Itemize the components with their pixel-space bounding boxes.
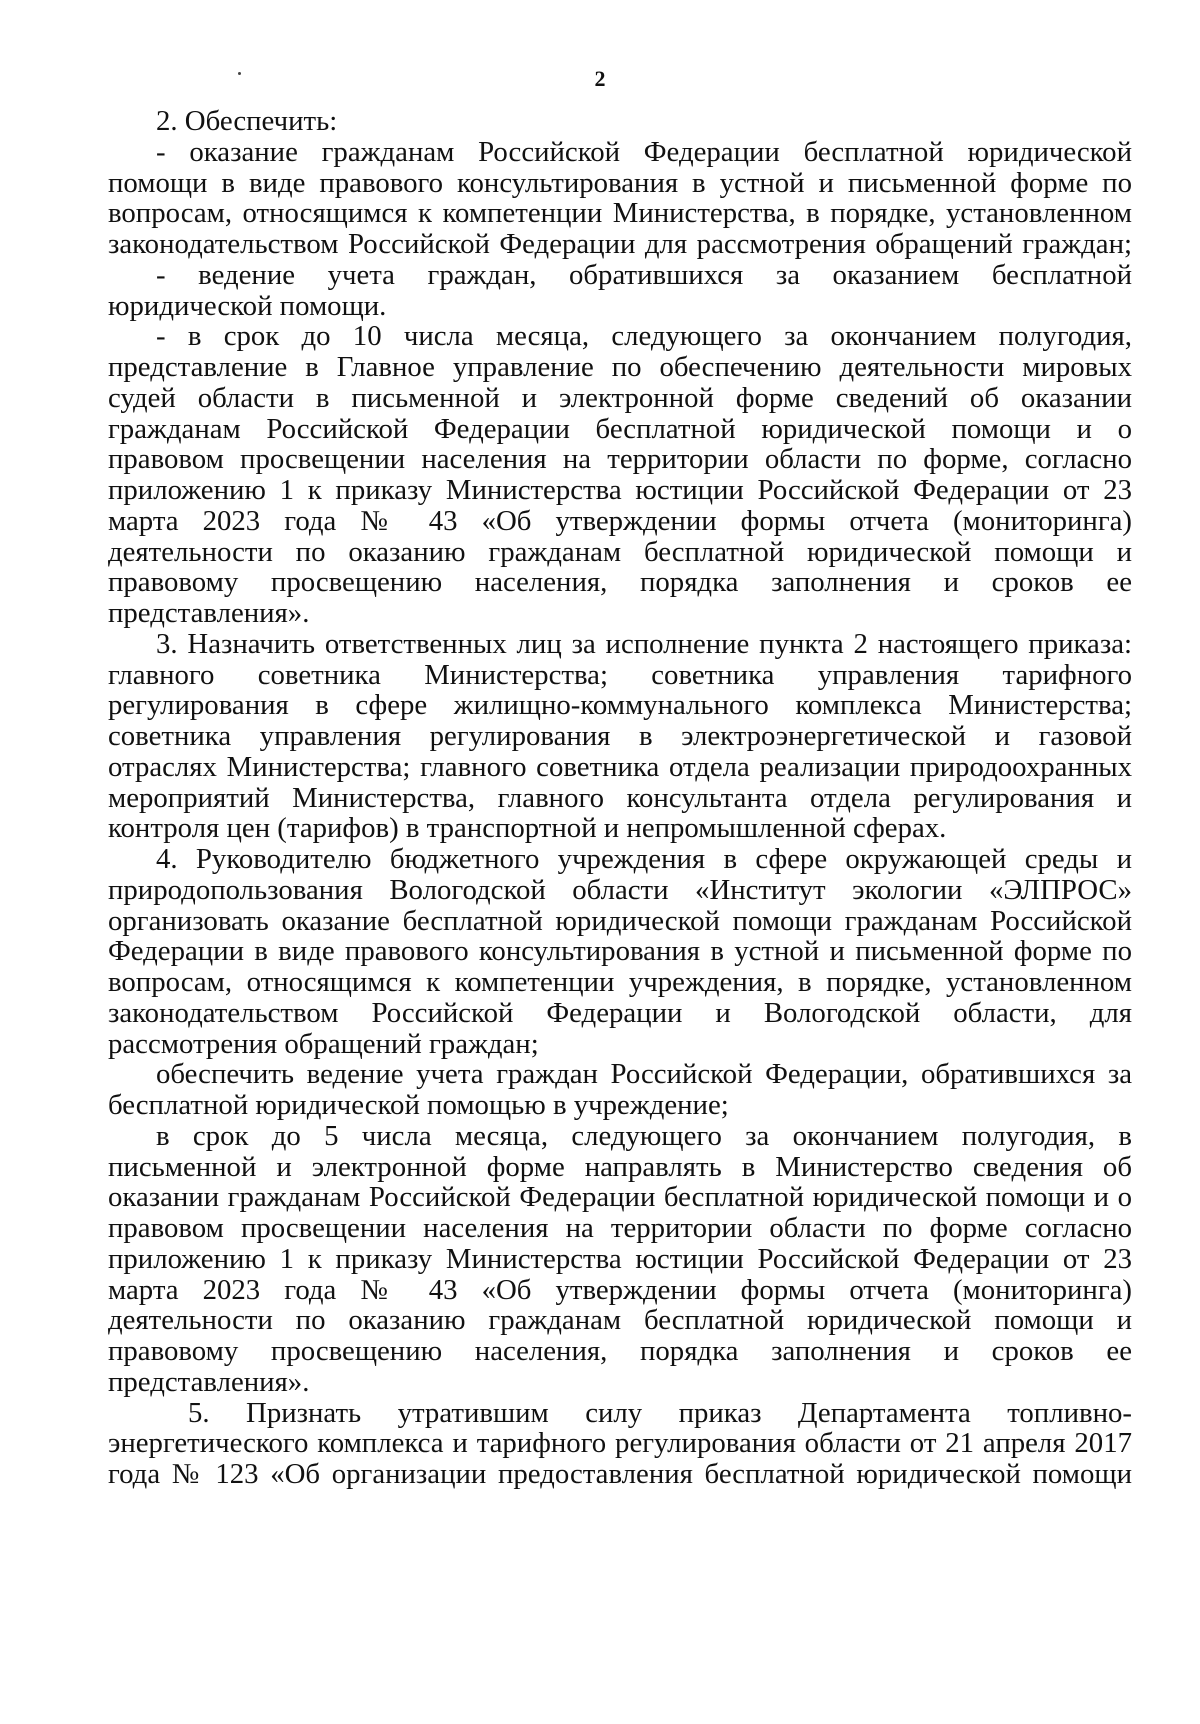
text-line: юридической помощи. bbox=[108, 289, 387, 322]
text-line: правовому просвещению населения, порядка заполнения и сроков ее bbox=[108, 566, 1132, 599]
text-line: марта 2023 года № 43 «Об утверждении формы отчета (мониторинга) bbox=[108, 504, 1132, 537]
text-line: 2. Обеспечить: bbox=[156, 105, 338, 137]
scan-speck bbox=[238, 72, 241, 75]
text-line: законодательством Российской Федерации и Вологодской области, для bbox=[108, 996, 1132, 1029]
text-line: организовать оказание бесплатной юридической помощи гражданам Российской bbox=[108, 904, 1132, 937]
text-line: правовому просвещению населения, порядка заполнения и сроков ее bbox=[108, 1335, 1132, 1367]
text-line: природопользования Вологодской области «Институт экологии «ЭЛПРОС» bbox=[108, 873, 1132, 906]
text-line: приложению 1 к приказу Министерства юстиции Российской Федерации от 23 bbox=[108, 1242, 1132, 1275]
page-number: 2 bbox=[594, 66, 606, 91]
text-line: рассмотрения обращений граждан; bbox=[108, 1027, 539, 1060]
text-line: 3. Назначить ответственных лиц за исполнение пункта 2 настоящего приказа: bbox=[156, 627, 1132, 660]
text-line: - оказание гражданам Российской Федерации бесплатной юридической bbox=[156, 135, 1132, 168]
text-line: гражданам Российской Федерации бесплатной юридической помощи и о bbox=[108, 412, 1132, 445]
text-line: энергетического комплекса и тарифного регулирования области от 21 апреля 2017 bbox=[108, 1427, 1132, 1460]
text-line: бесплатной юридической помощью в учреждение; bbox=[108, 1089, 729, 1121]
text-line: представления». bbox=[108, 1365, 310, 1398]
text-line: вопросам, относящимся к компетенции учреждения, в порядке, установленном bbox=[108, 966, 1132, 998]
text-line: в срок до 5 числа месяца, следующего за окончанием полугодия, в bbox=[156, 1119, 1132, 1152]
text-line: - в срок до 10 числа месяца, следующего за окончанием полугодия, bbox=[156, 320, 1132, 353]
text-line: - ведение учета граждан, обратившихся за оказанием бесплатной bbox=[156, 258, 1132, 291]
text-line: оказании гражданам Российской Федерации бесплатной юридической помощи и о bbox=[108, 1181, 1132, 1214]
text-line: года № 123 «Об организации предоставления бесплатной юридической помощи bbox=[108, 1458, 1132, 1490]
text-line: законодательством Российской Федерации для рассмотрения обращений граждан; bbox=[108, 228, 1132, 260]
text-line: помощи в виде правового консультирования в устной и письменной форме по bbox=[108, 166, 1132, 199]
text-line: контроля цен (тарифов) в транспортной и непромышленной сферах. bbox=[108, 812, 947, 845]
text-line: правовом просвещении населения на территории области по форме согласно bbox=[108, 1212, 1132, 1244]
text-line: мероприятий Министерства, главного консультанта отдела регулирования и bbox=[108, 781, 1132, 814]
text-line: правовом просвещении населения на территории области по форме, согласно bbox=[108, 443, 1132, 476]
text-line: судей области в письменной и электронной форме сведений об оказании bbox=[108, 381, 1132, 414]
text-line: отраслях Министерства; главного советника отдела реализации природоохранных bbox=[108, 750, 1132, 783]
text-line: советника управления регулирования в электроэнергетической и газовой bbox=[108, 720, 1132, 752]
text-line: деятельности по оказанию гражданам бесплатной юридической помощи и bbox=[108, 1304, 1132, 1337]
text-line: главного советника Министерства; советника управления тарифного bbox=[108, 658, 1132, 691]
document-body bbox=[108, 106, 1132, 1490]
text-line: приложению 1 к приказу Министерства юстиции Российской Федерации от 23 bbox=[108, 474, 1132, 506]
text-line: представление в Главное управление по обеспечению деятельности мировых bbox=[108, 351, 1132, 383]
text-line: 4. Руководителю бюджетного учреждения в сфере окружающей среды и bbox=[156, 843, 1132, 875]
text-line: регулирования в сфере жилищно-коммунального комплекса Министерства; bbox=[108, 689, 1132, 722]
text-line: 5. Признать утратившим силу приказ Департамента топливно- bbox=[188, 1396, 1132, 1429]
text-line: деятельности по оказанию гражданам бесплатной юридической помощи и bbox=[108, 535, 1132, 568]
text-line: вопросам, относящимся к компетенции Министерства, в порядке, установленном bbox=[108, 197, 1132, 230]
text-line: Федерации в виде правового консультирования в устной и письменной форме по bbox=[108, 935, 1132, 968]
text-line: представления». bbox=[108, 597, 310, 629]
text-line: марта 2023 года № 43 «Об утверждении формы отчета (мониторинга) bbox=[108, 1273, 1132, 1306]
text-line: письменной и электронной форме направлять в Министерство сведения об bbox=[108, 1150, 1132, 1183]
text-line: обеспечить ведение учета граждан Российской Федерации, обратившихся за bbox=[156, 1058, 1132, 1091]
